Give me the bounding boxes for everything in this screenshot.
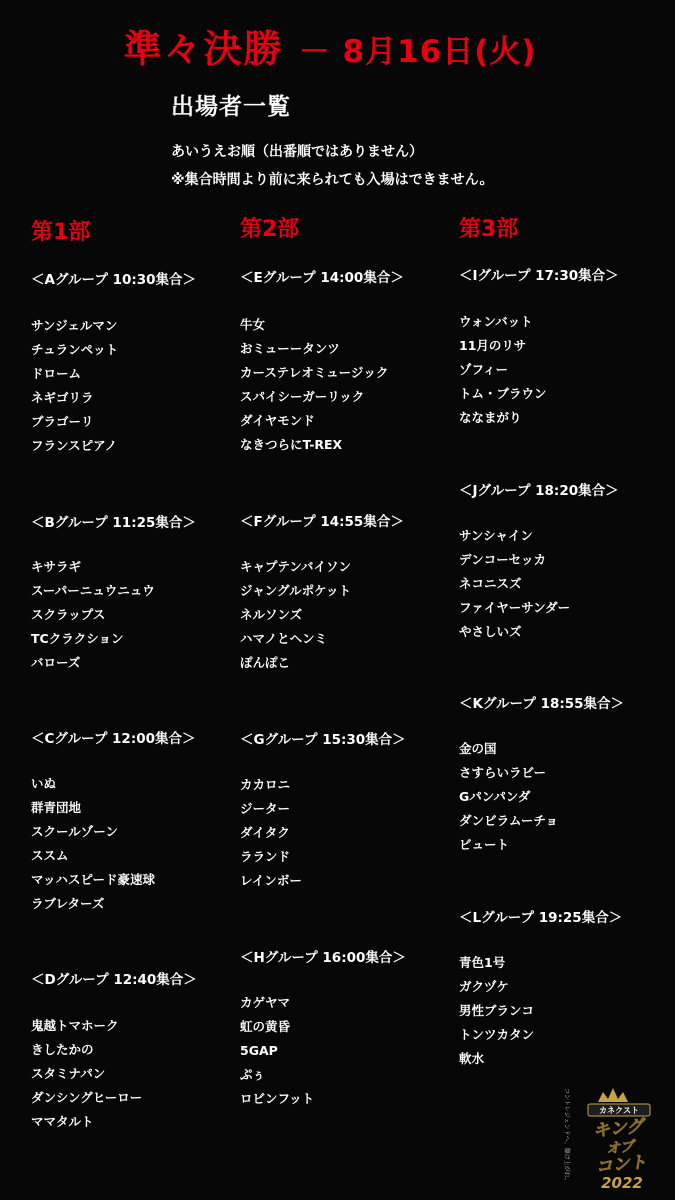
- list-item: きしたかの: [31, 1042, 94, 1057]
- list-item: カーステレオミュージック: [240, 365, 389, 380]
- list-item: ハマノとヘンミ: [240, 631, 328, 646]
- logo-name-2: オブ: [605, 1138, 635, 1158]
- list-item: スクラップス: [31, 607, 106, 622]
- part-1-label: 第1部: [31, 220, 91, 245]
- list-item: 男性ブランコ: [459, 1003, 535, 1018]
- group-e-title: ＜Eグループ 14:00集合＞: [240, 270, 404, 286]
- list-item: ブラゴーリ: [31, 414, 94, 429]
- note-order: あいうえお順（出番順ではありません）: [171, 144, 423, 160]
- group-i-list: [459, 310, 547, 430]
- list-item: ぽんぽこ: [240, 655, 291, 670]
- note-entry: ※集合時間より前に来られても入場はできません。: [171, 172, 494, 188]
- list-item: さすらいラビー: [459, 765, 547, 780]
- list-item: トム・ブラウン: [459, 386, 547, 401]
- list-item: TCクラクション: [31, 631, 124, 646]
- list-item: フランスピアノ: [31, 438, 118, 453]
- list-item: ガクヅケ: [459, 979, 509, 994]
- logo-tagline: コントレジェンドへ、駆け上がれ。: [563, 1088, 570, 1185]
- logo-name-3: コント: [594, 1152, 648, 1178]
- group-c-list: [31, 772, 155, 916]
- list-item: キサラギ: [31, 559, 82, 574]
- list-item: マッハスピード豪速球: [31, 872, 156, 887]
- king-of-conte-logo: [558, 1078, 668, 1193]
- list-item: なきつらにT-REX: [240, 437, 343, 452]
- group-k-list: [459, 737, 558, 857]
- list-item: 11月のリサ: [459, 338, 527, 353]
- group-a-title: ＜Aグループ 10:30集合＞: [31, 272, 197, 288]
- title-date: － 8月16日(火): [298, 34, 537, 70]
- list-item: ビュート: [459, 837, 510, 852]
- group-b-list: [31, 555, 155, 675]
- group-g-list: [240, 773, 302, 893]
- list-item: ジーター: [240, 801, 291, 816]
- list-item: おミューータンツ: [240, 341, 340, 356]
- page-title: [0, 18, 660, 73]
- group-i-title: ＜Iグループ 17:30集合＞: [459, 268, 619, 284]
- list-item: ママタルト: [31, 1114, 94, 1129]
- list-item: ネギゴリラ: [31, 390, 94, 405]
- list-item: ダンビラムーチョ: [459, 813, 559, 828]
- list-item: 青色1号: [459, 955, 506, 970]
- list-item: ロビンフット: [240, 1091, 315, 1106]
- list-item: ラブレターズ: [31, 896, 105, 911]
- list-item: ゾフィー: [459, 362, 509, 377]
- logo-name-1: キング: [591, 1116, 645, 1142]
- logo-year: 2022: [601, 1174, 643, 1192]
- group-d-title: ＜Dグループ 12:40集合＞: [31, 972, 197, 988]
- list-item: ウォンバット: [459, 314, 533, 329]
- list-item: ダイタク: [240, 825, 290, 840]
- group-e-list: [240, 313, 388, 457]
- list-item: スパイシーガーリック: [240, 389, 365, 404]
- part-3-label: 第3部: [459, 217, 519, 242]
- part-2-label: 第2部: [240, 217, 300, 242]
- group-j-list: [459, 524, 570, 644]
- list-item: ススム: [31, 848, 69, 863]
- group-b-title: ＜Bグループ 11:25集合＞: [31, 515, 196, 531]
- list-item: ダンシングヒーロー: [31, 1090, 143, 1105]
- group-d-list: [31, 1014, 142, 1134]
- list-item: ジャングルポケット: [240, 583, 352, 598]
- group-a-list: [31, 314, 118, 458]
- list-item: キャプテンバイソン: [240, 559, 352, 574]
- list-item: スタミナパン: [31, 1066, 106, 1081]
- group-f-title: ＜Fグループ 14:55集合＞: [240, 514, 404, 530]
- list-item: ぷぅ: [240, 1067, 266, 1082]
- list-item: バローズ: [31, 655, 81, 670]
- list-item: ファイヤーサンダー: [459, 600, 571, 615]
- group-g-title: ＜Gグループ 15:30集合＞: [240, 732, 406, 748]
- list-item: 群青団地: [31, 800, 82, 815]
- logo-brand: カネクスト: [599, 1106, 639, 1115]
- group-l-list: [459, 951, 534, 1071]
- list-item: ネルソンズ: [240, 607, 303, 622]
- list-item: トンツカタン: [459, 1027, 535, 1042]
- group-k-title: ＜Kグループ 18:55集合＞: [459, 696, 625, 712]
- group-c-title: ＜Cグループ 12:00集合＞: [31, 731, 196, 747]
- list-item: レインボー: [240, 873, 302, 888]
- list-item: ダイヤモンド: [240, 413, 315, 428]
- list-item: サンジェルマン: [31, 318, 118, 333]
- list-item: チュランペット: [31, 342, 119, 357]
- list-item: 金の国: [459, 741, 497, 756]
- group-l-title: ＜Lグループ 19:25集合＞: [459, 910, 623, 926]
- group-f-list: [240, 555, 351, 675]
- list-item: ラランド: [240, 849, 291, 864]
- list-item: Gパンパンダ: [459, 789, 531, 804]
- list-item: やさしいズ: [459, 624, 522, 639]
- crown-icon: [598, 1088, 628, 1102]
- list-item: カゲヤマ: [240, 995, 291, 1010]
- list-item: ななまがり: [459, 410, 522, 425]
- group-h-title: ＜Hグループ 16:00集合＞: [240, 950, 406, 966]
- list-item: 5GAP: [240, 1043, 278, 1058]
- list-item: デンコーセッカ: [459, 552, 547, 567]
- list-item: いぬ: [31, 776, 57, 791]
- group-j-title: ＜Jグループ 18:20集合＞: [459, 483, 619, 499]
- list-item: サンシャイン: [459, 528, 533, 543]
- list-item: スーパーニュウニュウ: [31, 583, 155, 598]
- list-item: 軟水: [459, 1051, 485, 1066]
- list-item: カカロニ: [240, 777, 291, 792]
- list-item: 鬼越トマホーク: [31, 1018, 119, 1033]
- list-item: スクールゾーン: [31, 824, 119, 839]
- list-item: 虹の黄昏: [240, 1019, 291, 1034]
- title-main: 準々決勝: [123, 27, 284, 71]
- group-h-list: [240, 991, 314, 1111]
- list-item: ネコニスズ: [459, 576, 522, 591]
- subtitle: 出場者一覧: [171, 94, 291, 120]
- list-item: ドローム: [31, 366, 82, 381]
- list-item: 牛女: [240, 317, 266, 332]
